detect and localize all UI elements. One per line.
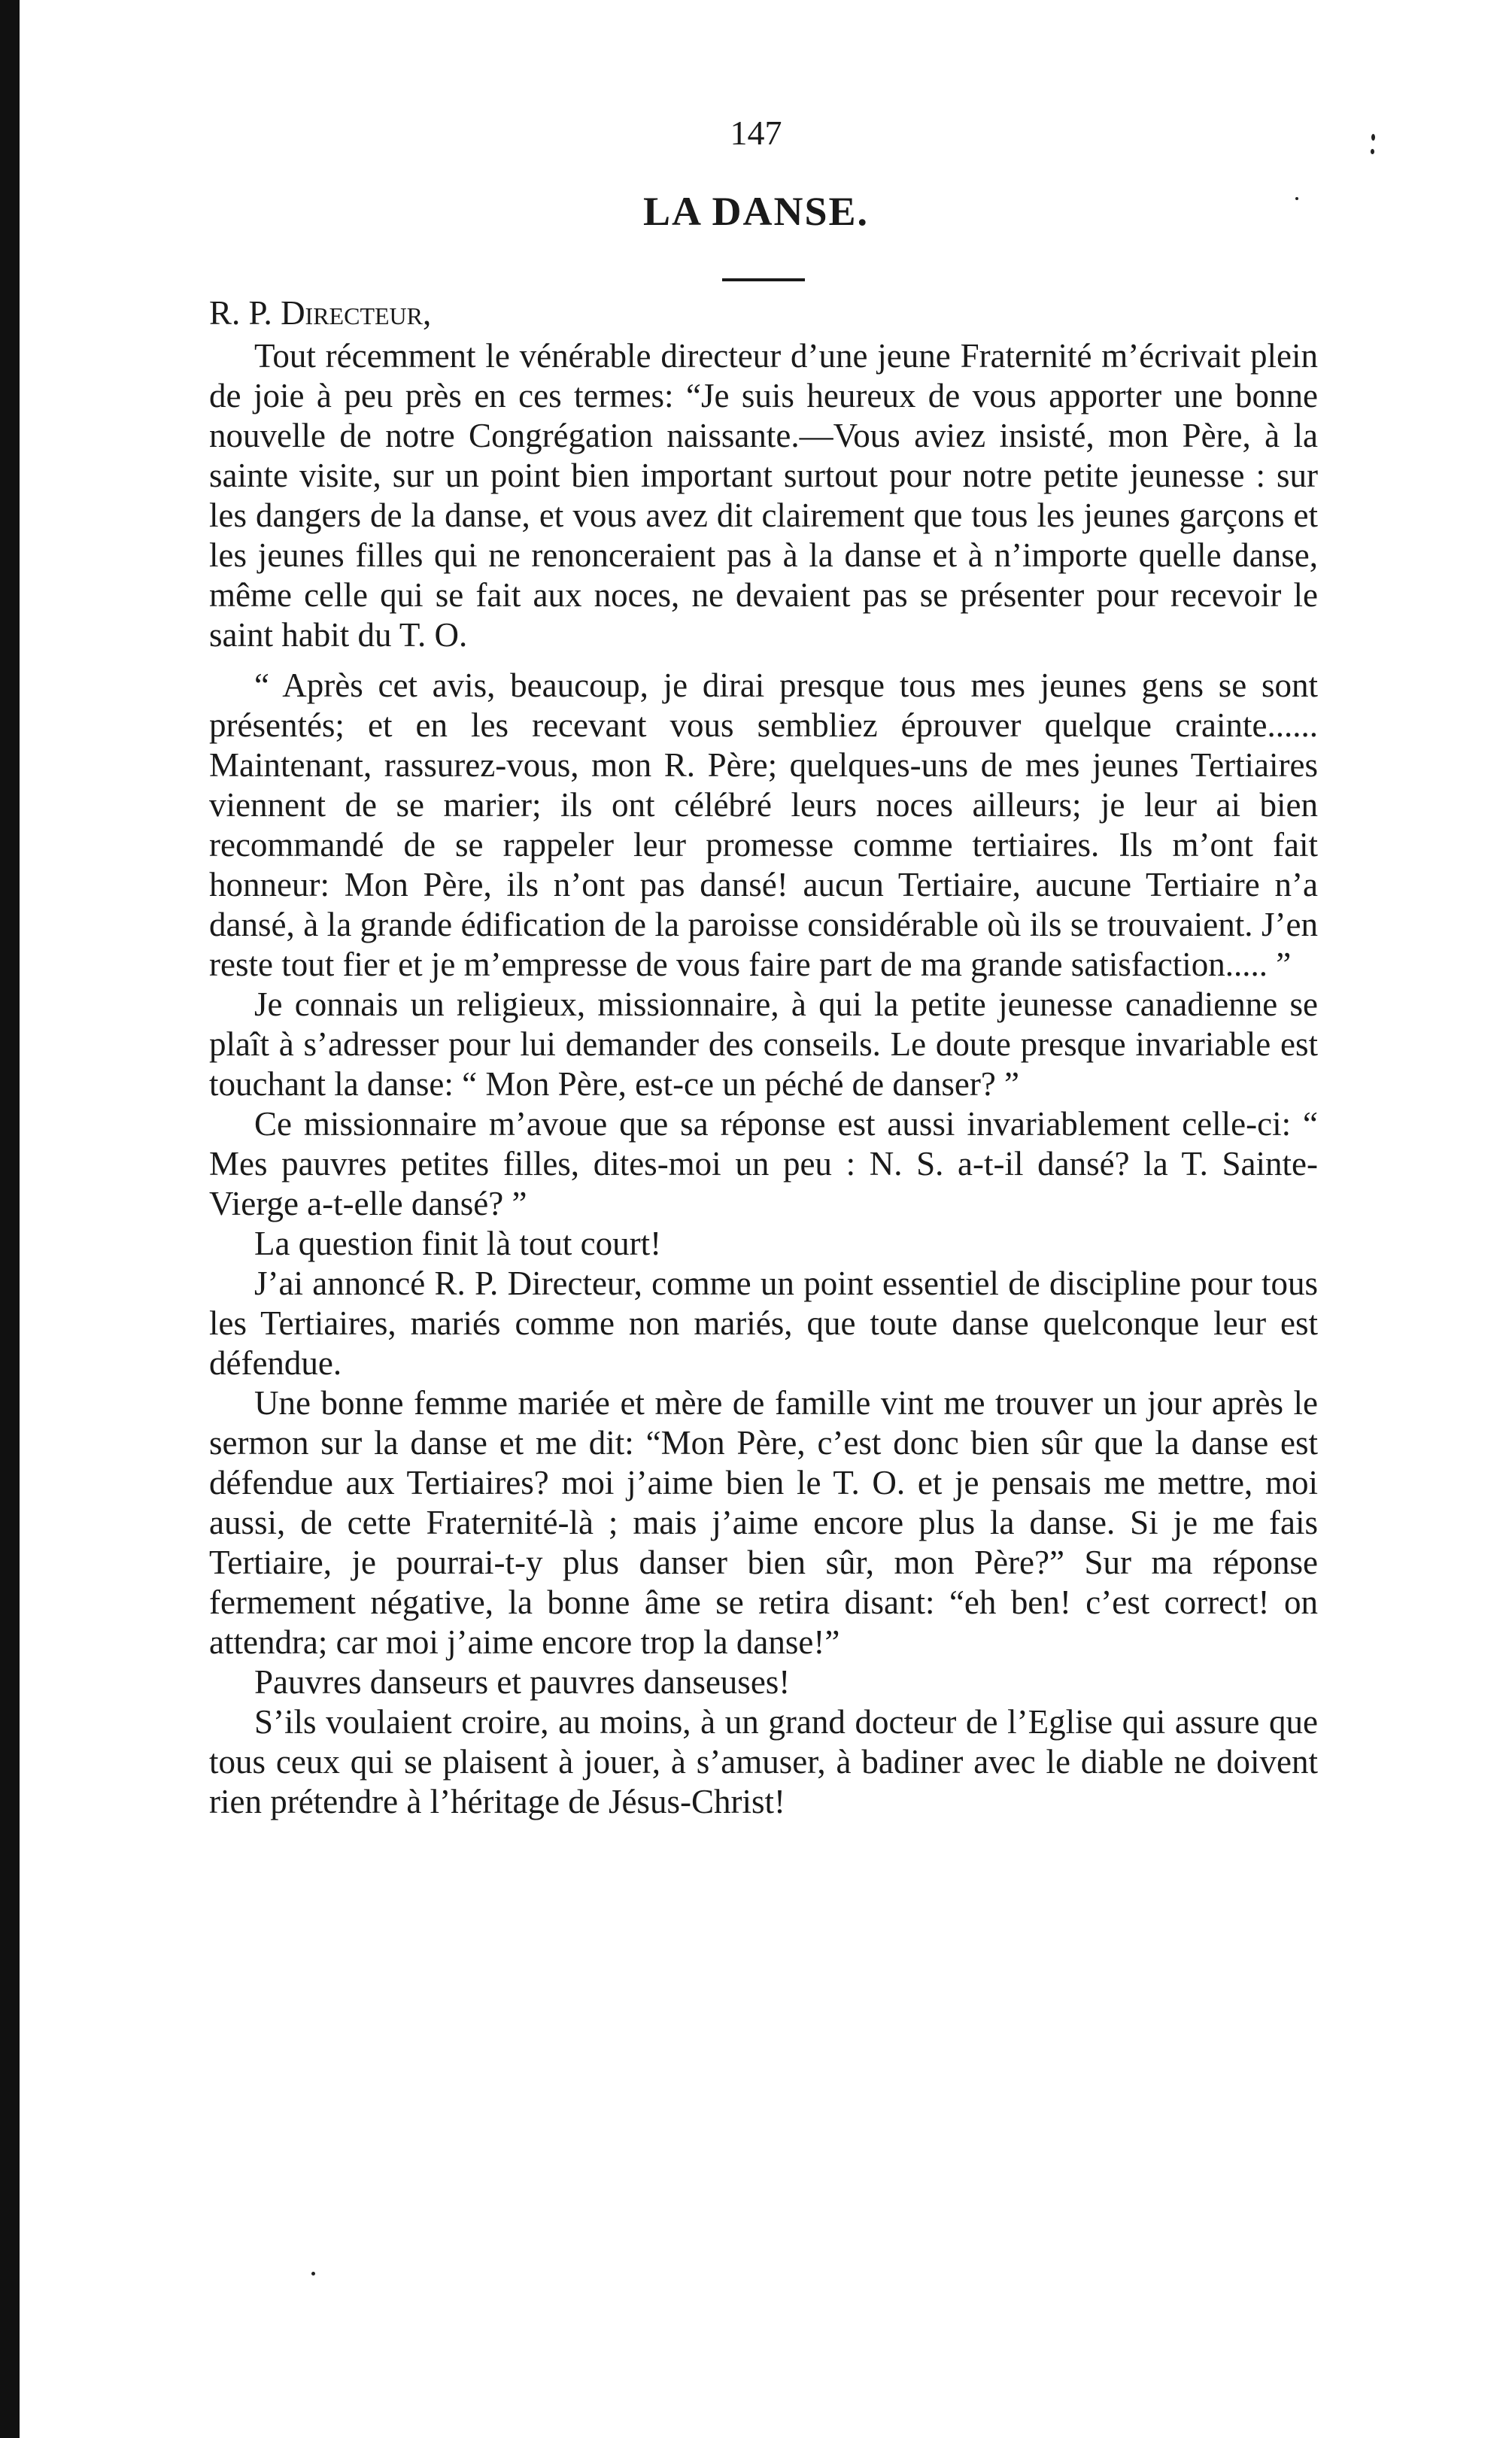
page-number: 147	[730, 114, 782, 152]
paragraph: “ Après cet avis, beaucoup, je dirai presque tous mes jeunes gens se sont présentés; et en les recevant vous sembliez éprouver quelque crainte...... Maintenant, rassurez-vous, mon R. Père; quelques-uns de mes jeunes Tertiaires viennent de se marier; ils ont célébré leurs noces ailleurs; je leur ai bien recommandé de se rappeler leur promesse comme tertiaires. Ils m’ont fait honneur: Mon Père, ils n’ont pas dansé! aucun Tertiaire, aucune Tertiaire n’a dansé, à la grande édification de la paroisse considérable où ils se trouvaient. J’en reste tout fier et je m’empresse de vous faire part de ma grande satisfaction..... ”	[209, 666, 1318, 983]
scan-speck	[311, 2272, 315, 2276]
paragraph: S’ils voulaient croire, au moins, à un grand docteur de l’Eglise qui assure que tous ceux qui se plaisent à jouer, à s’amuser, à badiner avec le diable ne doivent rien prétendre à l’héritage de Jésus-Christ!	[209, 1703, 1318, 1820]
letter-body	[209, 293, 1318, 1822]
paragraph: J’ai annoncé R. P. Directeur, comme un point essentiel de discipline pour tous les Tertiaires, mariés comme non mariés, que toute danse quelconque leur est défendue.	[209, 1265, 1318, 1382]
salutation-name: Directeur,	[281, 294, 432, 332]
paragraph: Tout récemment le vénérable directeur d’une jeune Fraternité m’écrivait plein de joie à peu près en ces termes: “Je suis heureux de vous apporter une bonne nouvelle de notre Congrégation naissante.—Vous aviez insisté, mon Père, à la sainte visite, sur un point bien important surtout pour notre petite jeunesse : sur les dangers de la danse, et vous avez dit clairement que tous les jeunes garçons et les jeunes filles qui ne renonceraient pas à la danse et à n’importe quelle danse, même celle qui se fait aux noces, ne devaient pas se présenter pour recevoir le saint habit du T. O.	[209, 337, 1318, 654]
paragraph: Ce missionnaire m’avoue que sa réponse est aussi invariablement celle-ci: “ Mes pauvres petites filles, dites-moi un peu : N. S. a-t-il dansé? la T. Sainte-Vierge a-t-elle dansé? ”	[209, 1105, 1318, 1222]
paragraph: La question finit là tout court!	[254, 1225, 662, 1262]
paragraph: Pauvres danseurs et pauvres danseuses!	[254, 1663, 791, 1701]
salutation	[209, 293, 1318, 333]
salutation-prefix: R. P.	[209, 294, 272, 332]
scan-page-edge	[0, 0, 20, 2438]
paragraph: Une bonne femme mariée et mère de famille vint me trouver un jour après le sermon sur la danse et me dit: “Mon Père, c’est donc bien sûr que la danse est défendue aux Tertiaires? moi j’aime bien le T. O. et je pensais me mettre, moi aussi, de cette Fraternité-là ; mais j’aime encore plus la danse. Si je me fais Tertiaire, je pourrai-t-y plus danser bien sûr, mon Père?” Sur ma réponse fermement négative, la bonne âme se retira disant: “eh ben! c’est correct! on attendra; car moi j’aime encore trop la danse!”	[209, 1384, 1318, 1661]
paragraph: Je connais un religieux, missionnaire, à qui la petite jeunesse canadienne se plaît à s’adresser pour lui demander des conseils. Le doute presque invariable est touchant la danse: “ Mon Père, est-ce un péché de danser? ”	[209, 985, 1318, 1103]
title-rule	[722, 278, 805, 281]
page-title: LA DANSE.	[642, 189, 870, 234]
